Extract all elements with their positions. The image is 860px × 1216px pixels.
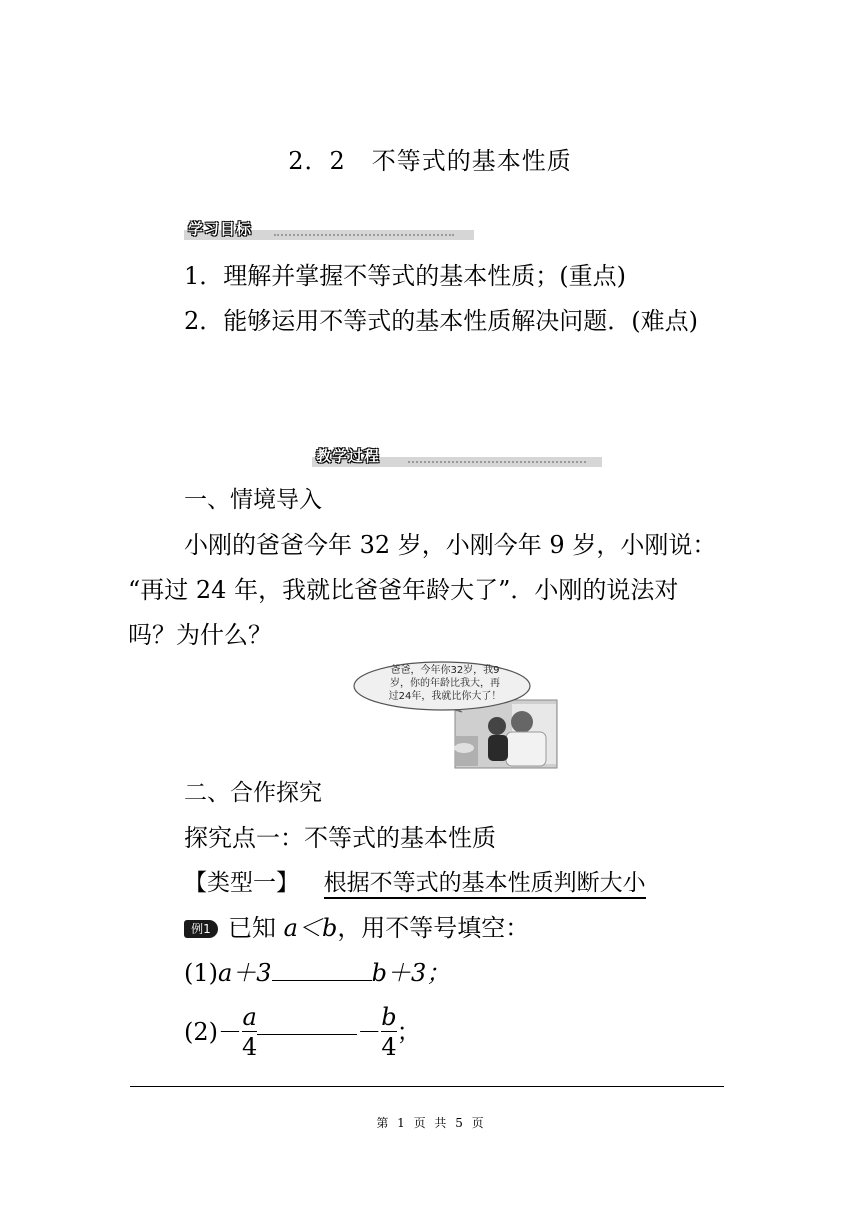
fraction-a-over-4 — [242, 1003, 257, 1062]
heading-cooperation: 二、合作探究 — [184, 780, 322, 806]
q2-minus: － — [357, 1018, 382, 1046]
q2-prefix: (2)－ — [184, 1018, 242, 1046]
example-1-row — [184, 910, 529, 946]
type-label: 【类型一】 — [184, 870, 299, 896]
section-tag-label: 教学过程 — [316, 447, 381, 465]
frac-num-b: b — [381, 1002, 397, 1031]
scenario-line-2: “再过 24 年，我就比爸爸年龄大了”．小刚的说法对 — [128, 576, 679, 604]
q2-tail: ； — [396, 1018, 421, 1046]
section-tag-label: 学习目标 — [188, 220, 253, 238]
fraction-b-over-4 — [381, 1003, 396, 1062]
page-title — [0, 141, 860, 176]
section-tag-objectives — [184, 215, 474, 243]
page-footer: 第 1 页 共 5 页 — [376, 1116, 484, 1130]
question-1 — [184, 955, 450, 991]
q2-answer-blank[interactable] — [257, 1032, 357, 1035]
frac-num-a: a — [242, 1002, 257, 1031]
type-one-row — [184, 865, 646, 901]
frac-den-b: 4 — [381, 1032, 397, 1061]
title-text: 不等式的基本性质 — [371, 147, 572, 175]
frac-den-a: 4 — [242, 1032, 258, 1061]
q1-answer-blank[interactable] — [272, 960, 372, 981]
speech-bubble — [366, 664, 524, 703]
example-tail: ，用不等号填空： — [337, 914, 530, 942]
scenario-line-1: 小刚的爸爸今年 32 岁，小刚今年 9 岁，小刚说： — [184, 531, 717, 559]
type-title: 根据不等式的基本性质判断大小 — [324, 870, 646, 899]
bubble-line-1: 爸爸，今年你32岁，我9 — [390, 665, 500, 676]
heading-situation: 一、情境导入 — [184, 487, 322, 513]
objective-1: 1．理解并掌握不等式的基本性质；(重点) — [184, 262, 626, 290]
illustration-father-son — [352, 660, 560, 772]
example-text: 已知 — [228, 914, 276, 942]
footer-divider — [130, 1086, 724, 1087]
bubble-line-2: 岁，你的年龄比我大，再 — [390, 678, 500, 689]
explore-point-1: 探究点一：不等式的基本性质 — [184, 824, 496, 852]
bubble-line-3: 过24年，我就比你大了！ — [388, 691, 502, 702]
scenario-line-3: 吗？为什么？ — [128, 621, 272, 649]
q1-left: a＋3 — [218, 959, 272, 987]
example-condition: a＜b — [283, 914, 338, 942]
example-badge: 例1 — [184, 920, 218, 938]
q1-right: b＋3； — [371, 959, 451, 987]
question-2 — [184, 1000, 421, 1064]
q1-prefix: (1) — [184, 959, 218, 987]
section-tag-process — [312, 442, 602, 470]
title-number: 2．2 — [288, 147, 346, 175]
objective-2: 2．能够运用不等式的基本性质解决问题．(难点) — [184, 307, 698, 335]
